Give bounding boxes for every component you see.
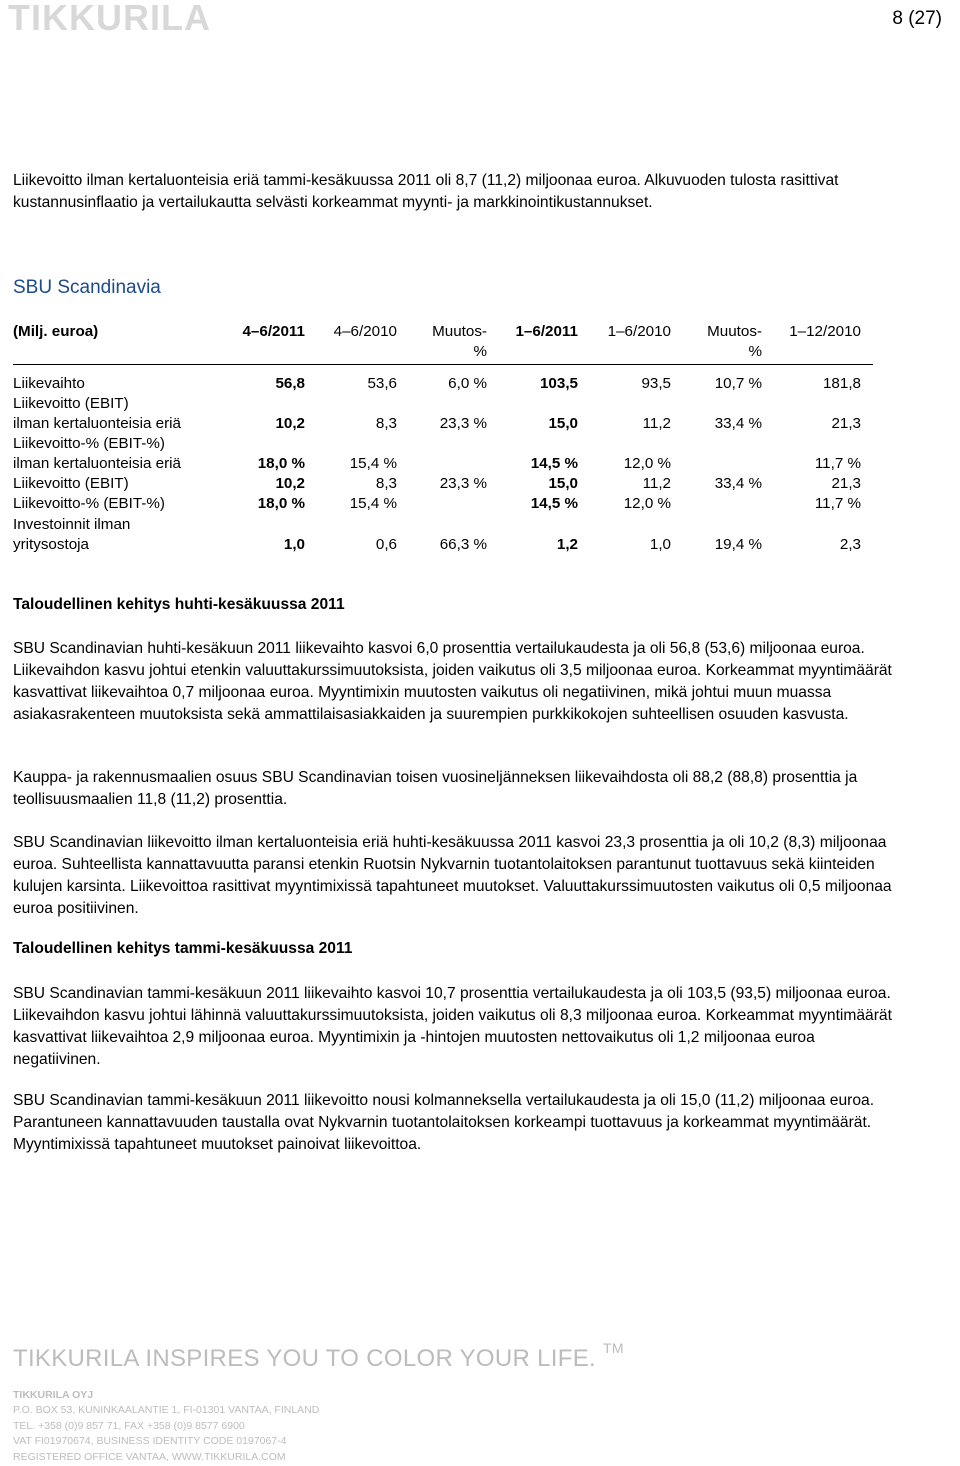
table-row-label: Liikevaihto <box>13 375 85 392</box>
table-cell: 56,8 <box>275 375 305 392</box>
table-column-header: 1–12/2010 <box>789 323 861 340</box>
table-cell: 18,0 % <box>257 495 305 512</box>
footer-vat: VAT FI01970674, BUSINESS IDENTITY CODE 0197067-4 <box>13 1435 287 1448</box>
table-cell: 8,3 <box>375 475 397 492</box>
table-cell: 66,3 % <box>439 536 487 553</box>
table-cell: 15,0 <box>548 475 578 492</box>
section-q2-paragraph-3: SBU Scandinavian liikevoitto ilman kertaluonteisia eriä huhti-kesäkuussa 2011 kasvoi 23,3 prosenttia ja oli 10,2 (8,3) miljoonaa euroa. Suhteellista kannattavuutta paransi etenkin Ruotsin Nykvarnin tuotantolaitoksen parantunut tuottavuus sekä kiinteiden kulujen karsinta. Liikevoittoa rasittivat myyntimixissä tapahtuneet muutokset. Valuuttakurssimuutosten vaikutus oli 0,5 miljoonaa euroa positiivinen. <box>13 834 892 917</box>
table-cell: 21,3 <box>831 415 861 432</box>
table-cell: 103,5 <box>539 375 578 392</box>
section-q2-paragraph-1: SBU Scandinavian huhti-kesäkuun 2011 liikevaihto kasvoi 6,0 prosenttia vertailukaudesta ja oli 56,8 (53,6) miljoonaa euroa. Liikevaihdon kasvu johtui etenkin valuuttakurssimuutoksista, joiden vaikutus oli 3,5 miljoonaa euroa. Korkeammat myyntimäärät kasvattivat liikevaihtoa 0,7 miljoonaa euroa. Myyntimixin muutosten vaikutus oli negatiivinen, mikä johtui muun muassa asiakasrakenteen muutoksista sekä ammattilaisasiakkaiden ja suurempien purkkikokojen suhteellisen osuuden kasvusta. <box>13 640 892 723</box>
table-row-label: Liikevoitto-% (EBIT-%) ilman kertaluonteisia eriä <box>13 435 181 472</box>
table-cell: 53,6 <box>367 375 397 392</box>
tagline-text: TIKKURILA INSPIRES YOU TO COLOR YOUR LIFE. <box>13 1345 596 1372</box>
table-cell: 10,2 <box>275 475 305 492</box>
table-cell: 33,4 % <box>714 415 762 432</box>
footer-phone: TEL. +358 (0)9 857 71, FAX +358 (0)9 8577 6900 <box>13 1419 245 1432</box>
tikkurila-logo: TIKKURILA <box>8 0 211 38</box>
table-cell: 2,3 <box>839 536 861 553</box>
trademark-mark: TM <box>602 1340 624 1356</box>
intro-paragraph: Liikevoitto ilman kertaluonteisia eriä tammi-kesäkuussa 2011 oli 8,7 (11,2) miljoonaa euroa. Alkuvuoden tulosta rasittivat kustannusinflaatio ja vertailukautta selvästi korkeammat myynti- ja markkinointikustannukset. <box>13 172 839 211</box>
section-h1-paragraph-1: SBU Scandinavian tammi-kesäkuun 2011 liikevaihto kasvoi 10,7 prosenttia vertailukaudesta ja oli 103,5 (93,5) miljoonaa euroa. Liikevaihdon kasvu johtui lähinnä valuuttakurssimuutoksista, joiden vaikutus oli 8,3 miljoonaa euroa. Korkeammat myyntimäärät kasvattivat liikevaihtoa 2,9 miljoonaa euroa. Myyntimixin ja -hintojen muutosten nettovaikutus oli 1,2 miljoonaa euroa negatiivinen. <box>13 985 892 1068</box>
table-cell: 23,3 % <box>439 415 487 432</box>
table-cell: 33,4 % <box>714 475 762 492</box>
section-q2-title: Taloudellinen kehitys huhti-kesäkuussa 2011 <box>13 596 345 613</box>
table-cell: 14,5 % <box>530 455 578 472</box>
table-column-header: 1–6/2011 <box>515 323 578 340</box>
table-cell: 18,0 % <box>257 455 305 472</box>
table-cell: 15,4 % <box>349 455 397 472</box>
table-cell: 21,3 <box>831 475 861 492</box>
table-cell: 1,0 <box>283 536 305 553</box>
table-column-header: 4–6/2011 <box>242 323 305 340</box>
table-cell: 8,3 <box>375 415 397 432</box>
table-unit-label: (Milj. euroa) <box>13 323 99 340</box>
table-cell: 181,8 <box>822 375 861 392</box>
table-cell: 12,0 % <box>623 455 671 472</box>
table-cell: 11,7 % <box>814 455 861 472</box>
footer-company: TIKKURILA OYJ <box>13 1389 94 1401</box>
table-cell: 1,0 <box>649 536 671 553</box>
table-cell: 1,2 <box>556 536 578 553</box>
table-header-divider <box>13 364 873 365</box>
table-cell: 12,0 % <box>623 495 671 512</box>
section-title: SBU Scandinavia <box>13 277 161 298</box>
table-cell: 6,0 % <box>448 375 487 392</box>
table-row-label: Liikevoitto (EBIT) ilman kertaluonteisia eriä <box>13 395 181 432</box>
table-column-header: 4–6/2010 <box>333 323 397 340</box>
footer-office: REGISTERED OFFICE VANTAA, WWW.TIKKURILA.COM <box>13 1450 286 1463</box>
table-cell: 10,7 % <box>714 375 762 392</box>
table-cell: 93,5 <box>641 375 671 392</box>
table-row-label: Liikevoitto-% (EBIT-%) <box>13 495 165 512</box>
footer-address: P.O. BOX 53, KUNINKAALANTIE 1, FI-01301 VANTAA, FINLAND <box>13 1404 320 1417</box>
section-q2-paragraph-2: Kauppa- ja rakennusmaalien osuus SBU Scandinavian toisen vuosineljänneksen liikevaihdosta oli 88,2 (88,8) prosenttia ja teollisuusmaalien 11,8 (11,2) prosenttia. <box>13 769 858 808</box>
table-cell: 11,2 <box>642 415 671 432</box>
section-h1-title: Taloudellinen kehitys tammi-kesäkuussa 2011 <box>13 940 353 957</box>
page-number: 8 (27) <box>892 8 942 29</box>
footer-tagline <box>13 1340 624 1373</box>
table-cell: 11,2 <box>642 475 671 492</box>
table-cell: 15,4 % <box>349 495 397 512</box>
table-column-header: Muutos- % <box>707 323 762 360</box>
table-cell: 10,2 <box>275 415 305 432</box>
table-row-label: Liikevoitto (EBIT) <box>13 475 129 492</box>
table-cell: 19,4 % <box>714 536 762 553</box>
table-cell: 15,0 <box>548 415 578 432</box>
table-cell: 23,3 % <box>439 475 487 492</box>
table-row-label: Investoinnit ilman yritysostoja <box>13 516 131 553</box>
table-column-header: 1–6/2010 <box>607 323 671 340</box>
footer-address-block <box>13 1388 319 1465</box>
table-cell: 14,5 % <box>530 495 578 512</box>
section-h1-paragraph-2: SBU Scandinavian tammi-kesäkuun 2011 liikevoitto nousi kolmanneksella vertailukaudesta ja oli 15,0 (11,2) miljoonaa euroa. Parantuneen kannattavuuden taustalla ovat Nykvarnin tuotantolaitoksen korkeampi tuottavuus ja korkeammat myyntimäärät. Myyntimixissä tapahtuneet muutokset painoivat liikevoittoa. <box>13 1092 875 1153</box>
table-cell: 11,7 % <box>814 495 861 512</box>
table-cell: 0,6 <box>375 536 397 553</box>
table-column-header: Muutos- % <box>432 323 487 360</box>
